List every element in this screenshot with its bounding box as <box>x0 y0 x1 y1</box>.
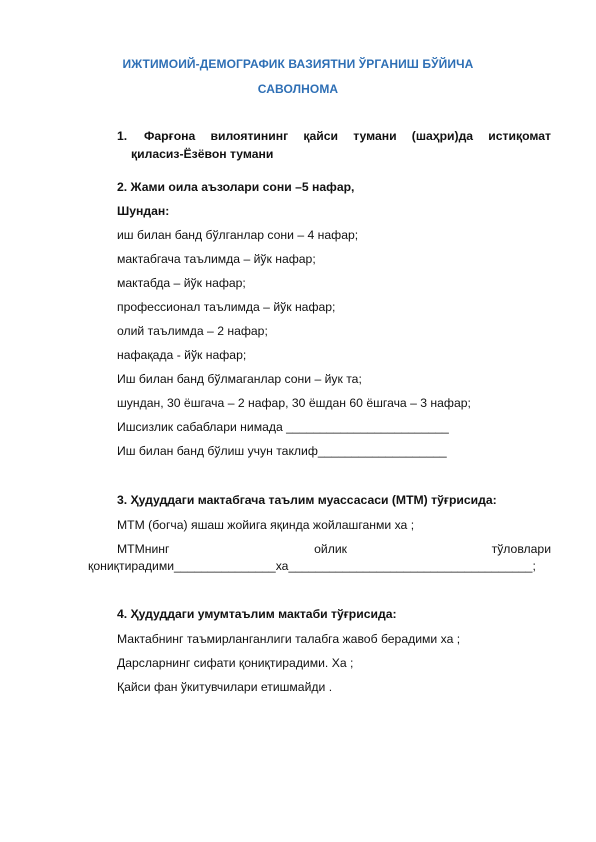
question-2-item: иш билан банд бўлганлар сони – 4 нафар; <box>117 228 359 242</box>
question-2-item: шундан, 30 ёшгача – 2 нафар, 30 ёшдан 60 ёшгача – 3 нафар; <box>117 396 471 410</box>
document-title-line-2: САВОЛНОМА <box>257 82 339 96</box>
question-2-item: мактабда – йўк нафар; <box>117 276 246 290</box>
question-1-number: 1. <box>117 129 128 143</box>
question-1-line-1 <box>117 129 551 144</box>
question-2-item: Ишсизлик сабаблари нимада ________________________ <box>117 420 449 434</box>
question-3-line-2 <box>117 542 551 557</box>
question-2-heading: 2. Жами оила аъзолари сони –5 нафар, <box>117 180 355 194</box>
document-title-line-1: ИЖТИМОИЙ-ДЕМОГРАФИК ВАЗИЯТНИ ЎРГАНИШ БЎЙИЧА <box>122 57 474 71</box>
question-3-word: ойлик <box>314 542 347 556</box>
question-3-word: тўловлари <box>491 542 551 556</box>
question-1-line-2: қиласиз-Ёзёвон тумани <box>131 147 274 161</box>
question-2-item: Иш билан банд бўлиш учун таклиф___________________ <box>117 444 447 458</box>
question-2-item: Иш билан банд бўлмаганлар сони – йук та; <box>117 372 362 386</box>
question-4-item: Мактабнинг таъмирланганлиги талабга жавоб берадими ха ; <box>117 632 461 646</box>
question-2-item: нафақада - йўк нафар; <box>117 348 247 362</box>
question-2-item: олий таълимда – 2 нафар; <box>117 324 268 338</box>
question-3-heading: 3. Ҳудуддаги мактабгача таълим муассасаси (МТМ) тўғрисида: <box>117 493 497 507</box>
question-3-word: МТМнинг <box>117 542 170 556</box>
question-2-item: профессионал таълимда – йўк нафар; <box>117 300 336 314</box>
question-2-item: мактабгача таълимда – йўк нафар; <box>117 252 316 266</box>
question-3-line-1: МТМ (богча) яшаш жойига яқинда жойлашганми ха ; <box>117 518 415 532</box>
question-4-heading: 4. Ҳудуддаги умумтаълим мактаби тўғрисида: <box>117 607 397 621</box>
question-2-subheading: Шундан: <box>117 204 170 218</box>
question-3-line-3: қониқтирадими_______________ха____________________________________; <box>88 559 536 573</box>
question-1-text: Фарғона вилоятининг қайси тумани (шаҳри)да истиқомат <box>144 129 551 143</box>
question-4-item: Дарсларнинг сифати қониқтирадими. Ха ; <box>117 656 354 670</box>
question-4-item: Қайси фан ўкитувчилари етишмайди . <box>117 680 333 694</box>
